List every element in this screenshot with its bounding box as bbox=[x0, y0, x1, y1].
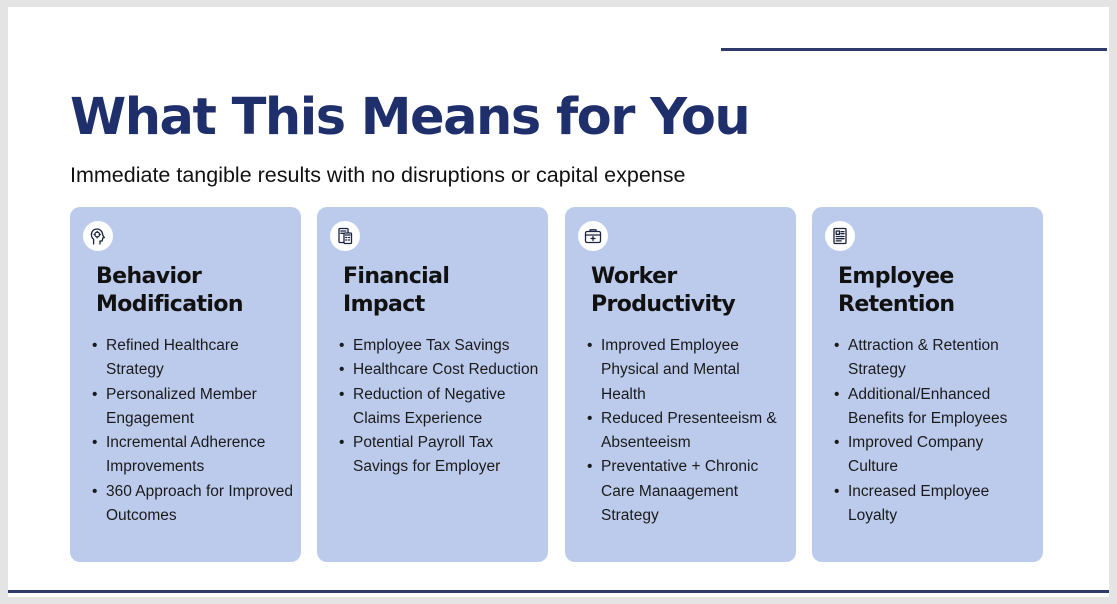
list-item: • Preventative + Chronic Care Manaagement Strategy bbox=[587, 455, 788, 528]
list-item: • Additional/Enhanced Benefits for Employees bbox=[834, 383, 1035, 432]
id-card-icon bbox=[825, 221, 855, 251]
page-title: What This Means for You bbox=[70, 88, 750, 147]
card-title bbox=[591, 263, 735, 319]
list-item: • Potential Payroll Tax Savings for Employer bbox=[339, 431, 540, 480]
card-title-line-1: Financial bbox=[343, 264, 450, 289]
list-item: • Incremental Adherence Improvements bbox=[92, 431, 293, 480]
card-title-line-2: Retention bbox=[838, 292, 955, 317]
list-item: • Personalized Member Engagement bbox=[92, 383, 293, 432]
card-title bbox=[343, 263, 449, 319]
card-bullet-list bbox=[339, 334, 540, 480]
card-title-line-1: Employee bbox=[838, 264, 954, 289]
card-title bbox=[96, 263, 243, 319]
page-subtitle: Immediate tangible results with no disruptions or capital expense bbox=[70, 163, 686, 187]
card-behavior-modification bbox=[70, 207, 301, 562]
card-bullet-list bbox=[92, 334, 293, 528]
card-title-line-2: Impact bbox=[343, 292, 425, 317]
list-item: • Increased Employee Loyalty bbox=[834, 480, 1035, 529]
card-title bbox=[838, 263, 954, 319]
first-aid-kit-icon bbox=[578, 221, 608, 251]
card-bullet-list bbox=[834, 334, 1035, 528]
bottom-divider bbox=[8, 590, 1109, 593]
list-item: • Employee Tax Savings bbox=[339, 334, 540, 358]
card-title-line-1: Behavior bbox=[96, 264, 202, 289]
list-item: • Attraction & Retention Strategy bbox=[834, 334, 1035, 383]
card-title-line-1: Worker bbox=[591, 264, 677, 289]
card-title-line-2: Productivity bbox=[591, 292, 736, 317]
top-divider bbox=[721, 48, 1107, 51]
list-item: • Reduced Presenteeism & Absenteeism bbox=[587, 407, 788, 456]
list-item: • Improved Employee Physical and Mental Health bbox=[587, 334, 788, 407]
card-bullet-list bbox=[587, 334, 788, 528]
calculator-document-icon bbox=[330, 221, 360, 251]
list-item: • Reduction of Negative Claims Experience bbox=[339, 383, 540, 432]
list-item: • Refined Healthcare Strategy bbox=[92, 334, 293, 383]
card-employee-retention bbox=[812, 207, 1043, 562]
card-financial-impact bbox=[317, 207, 548, 562]
brain-head-icon bbox=[83, 221, 113, 251]
list-item: • Improved Company Culture bbox=[834, 431, 1035, 480]
card-worker-productivity bbox=[565, 207, 796, 562]
card-title-line-2: Modification bbox=[96, 292, 243, 317]
list-item: • Healthcare Cost Reduction bbox=[339, 358, 540, 382]
list-item: • 360 Approach for Improved Outcomes bbox=[92, 480, 293, 529]
